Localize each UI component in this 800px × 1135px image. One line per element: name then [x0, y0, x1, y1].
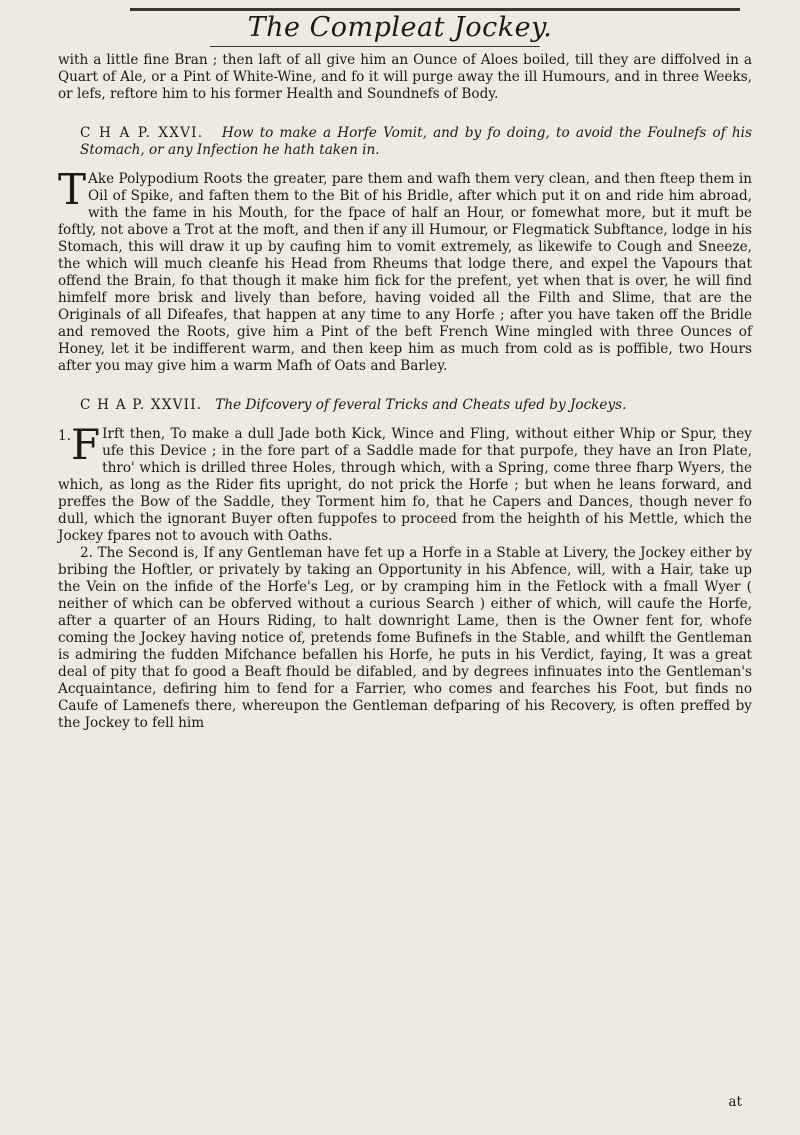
running-head — [0, 12, 800, 43]
intro-paragraph: with a little fine Bran ; then laft of all give him an Ounce of Aloes boiled, till they are diffolved in a Quart of Ale, or a Pint of White-Wine, and fo it will purge away the ill Humours, and in three Weeks, or lefs, reftore him to his former Health and Soundnefs of Body. — [58, 52, 752, 102]
chapter-26-paragraph — [58, 165, 752, 375]
chapter-26-number: C H A P. XXVI. — [80, 125, 204, 141]
chapter-27-para1-lead: 1. — [58, 428, 71, 444]
chapter-26-text: Ake Polypodium Roots the greater, pare them and wafh them very clean, and then fteep them in Oil of Spike, and faften them to the Bit of his Bridle, after which put it on and ride him abroad, with the fame in his Mouth, for the fpace of half an Hour, or fomewhat more, but it muft be foftly, not above a Trot at the moft, and then if any ill Humour, or Flegmatick Subftance, lodge in his Stomach, this will draw it up by caufing him to vomit extremely, as likewife to Cough and Sneeze, the which will much cleanfe his Head from Rheums that lodge there, and expel the Vapours that offend the Brain, fo that though it make him fick for the prefent, yet when that is over, he will find himfelf more brisk and lively than before, having voided all the Filth and Slime, that are the Originals of all Difeafes, that happen at any time to any Horfe ; after you have taken off the Bridle and removed the Roots, give him a Pint of the beft French Wine mingled with three Ounces of Honey, let it be indifferent warm, and then keep him as much from cold as is poffible, two Hours after you may give him a warm Mafh of Oats and Barley. — [58, 171, 752, 374]
chapter-27-heading — [58, 397, 752, 414]
chapter-27-paragraph-2: 2. The Second is, If any Gentleman have fet up a Horfe in a Stable at Livery, the Jockey either by bribing the Hoftler, or privately by taking an Opportunity in his Abfence, will, with a Hair, take up the Vein on the infide of the Horfe's Leg, or by cramping him in the Fetlock with a fmall Wyer ( neither of which can be obferved without a curious Search ) either of which, will caufe the Horfe, after a quarter of an Hours Riding, to halt downright Lame, then is the Owner fent for, whofe coming the Jockey having notice of, pretends fome Bufinefs in the Stable, and whilft the Gentleman is admiring the fudden Mifchance befallen his Horfe, he puts in his Verdict, faying, It was a great deal of pity that fo good a Beaft fhould be difabled, and by degrees infinuates into the Gentleman's Acquaintance, defiring him to fend for a Farrier, who comes and fearches his Foot, but finds no Caufe of Lamenefs there, whereupon the Gentleman defparing of his Recovery, is often preffed by the Jockey to fell him — [58, 545, 752, 731]
chapter-27-para1-text: Irft then, To make a dull Jade both Kick, Wince and Fling, without either Whip or Spur, they ufe this Device ; in the fore part of a Saddle made for that purpofe, they have an Iron Plate, thro' which is drilled three Holes, through which, with a Spring, come three fharp Wyers, the which, as long as the Rider fits upright, do not prick the Horfe ; but when he leans forward, and preffes the Bow of the Saddle, they Torment him fo, that he Capers and Dances, though never fo dull, which the ignorant Buyer often fuppofes to proceed from the heighth of his Mettle, which the Jockey fpares not to avouch with Oaths. — [58, 426, 752, 544]
body-text — [58, 52, 752, 732]
chapter-27-title: The Difcovery of feveral Tricks and Cheats ufed by Jockeys. — [215, 397, 627, 413]
running-head-text: The Compleat Jockey. — [247, 12, 553, 43]
chapter-26-heading — [58, 125, 752, 159]
chapter-27-paragraph-1 — [58, 420, 752, 545]
catchword: at — [728, 1094, 742, 1110]
chapter-27-dropcap: F — [70, 420, 101, 469]
chapter-26-title: How to make a Horfe Vomit, and by fo doing, to avoid the Foulnefs of his Stomach, or any Infection he hath taken in. — [80, 125, 752, 158]
header-rule — [130, 8, 740, 11]
running-head-underline — [210, 46, 540, 47]
chapter-27-number: C H A P. XXVII. — [80, 397, 203, 413]
chapter-26-dropcap: T — [58, 165, 87, 214]
